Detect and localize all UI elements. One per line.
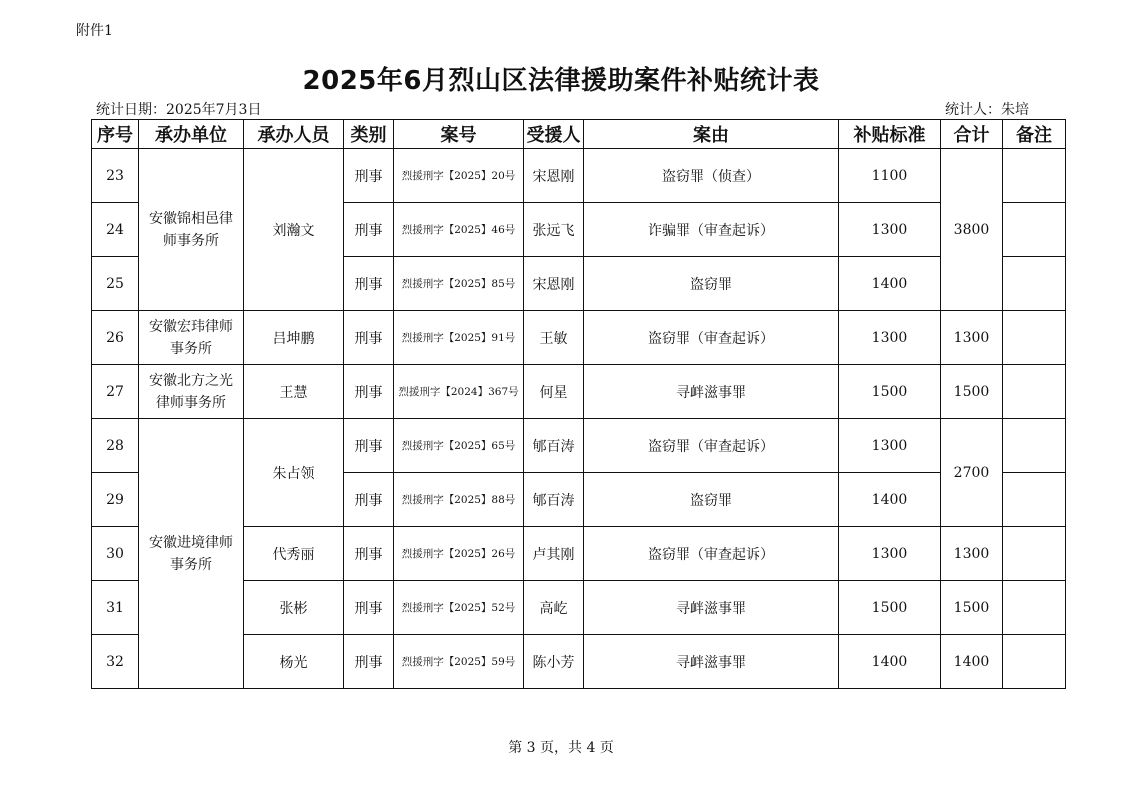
- cell-total: 2700: [941, 419, 1003, 527]
- cell-recipient: 陈小芳: [524, 635, 584, 689]
- cell-seq: 31: [92, 581, 139, 635]
- header-category: 类别: [344, 120, 394, 149]
- cell-seq: 32: [92, 635, 139, 689]
- cell-category: 刑事: [344, 527, 394, 581]
- cell-subsidy: 1300: [839, 527, 941, 581]
- cell-seq: 26: [92, 311, 139, 365]
- cell-subsidy: 1300: [839, 311, 941, 365]
- cell-person: 杨光: [244, 635, 344, 689]
- cell-recipient: 高屹: [524, 581, 584, 635]
- cell-remark: [1003, 311, 1066, 365]
- cell-seq: 28: [92, 419, 139, 473]
- cell-case-no: 烈援刑字【2025】85号: [394, 257, 524, 311]
- cell-case-no: 烈援刑字【2025】20号: [394, 149, 524, 203]
- cell-remark: [1003, 149, 1066, 203]
- subsidy-table: [91, 119, 1066, 689]
- cell-seq: 25: [92, 257, 139, 311]
- statistician: 统计人：朱培: [945, 102, 1029, 118]
- cell-remark: [1003, 257, 1066, 311]
- cell-subsidy: 1500: [839, 365, 941, 419]
- cell-seq: 29: [92, 473, 139, 527]
- cell-case-no: 烈援刑字【2025】52号: [394, 581, 524, 635]
- cell-unit: 安徽锦相邑律师事务所: [139, 149, 244, 311]
- cell-subsidy: 1300: [839, 419, 941, 473]
- cell-category: 刑事: [344, 635, 394, 689]
- cell-category: 刑事: [344, 419, 394, 473]
- header-subsidy: 补贴标准: [839, 120, 941, 149]
- cell-recipient: 王敏: [524, 311, 584, 365]
- cell-cause: 盗窃罪（侦查）: [584, 149, 839, 203]
- cell-person: 刘瀚文: [244, 149, 344, 311]
- cell-seq: 24: [92, 203, 139, 257]
- statistics-date: 统计日期：2025年7月3日: [96, 102, 262, 118]
- table-row: [92, 311, 1066, 365]
- cell-recipient: 张远飞: [524, 203, 584, 257]
- cell-recipient: 卢其刚: [524, 527, 584, 581]
- header-cause: 案由: [584, 120, 839, 149]
- cell-remark: [1003, 473, 1066, 527]
- cell-seq: 23: [92, 149, 139, 203]
- page-number: 第 3 页，共 4 页: [508, 740, 614, 756]
- cell-total: 1500: [941, 365, 1003, 419]
- cell-category: 刑事: [344, 581, 394, 635]
- table-row: [92, 365, 1066, 419]
- table-row: [92, 419, 1066, 473]
- cell-case-no: 烈援刑字【2025】59号: [394, 635, 524, 689]
- cell-remark: [1003, 527, 1066, 581]
- cell-category: 刑事: [344, 149, 394, 203]
- cell-person: 张彬: [244, 581, 344, 635]
- cell-subsidy: 1300: [839, 203, 941, 257]
- cell-cause: 诈骗罪（审查起诉）: [584, 203, 839, 257]
- cell-total: 1300: [941, 527, 1003, 581]
- cell-total: 1500: [941, 581, 1003, 635]
- cell-cause: 盗窃罪（审查起诉）: [584, 527, 839, 581]
- header-remark: 备注: [1003, 120, 1066, 149]
- cell-category: 刑事: [344, 365, 394, 419]
- header-person: 承办人员: [244, 120, 344, 149]
- cell-case-no: 烈援刑字【2025】26号: [394, 527, 524, 581]
- cell-unit: 安徽北方之光律师事务所: [139, 365, 244, 419]
- cell-recipient: 郇百涛: [524, 473, 584, 527]
- cell-remark: [1003, 635, 1066, 689]
- cell-case-no: 烈援刑字【2025】88号: [394, 473, 524, 527]
- cell-subsidy: 1500: [839, 581, 941, 635]
- header-unit: 承办单位: [139, 120, 244, 149]
- cell-category: 刑事: [344, 473, 394, 527]
- cell-subsidy: 1400: [839, 473, 941, 527]
- header-case-no: 案号: [394, 120, 524, 149]
- cell-recipient: 宋恩刚: [524, 149, 584, 203]
- table-row: [92, 149, 1066, 203]
- cell-subsidy: 1400: [839, 257, 941, 311]
- cell-remark: [1003, 365, 1066, 419]
- header-total: 合计: [941, 120, 1003, 149]
- cell-cause: 盗窃罪（审查起诉）: [584, 311, 839, 365]
- cell-remark: [1003, 419, 1066, 473]
- header-recipient: 受援人: [524, 120, 584, 149]
- cell-unit: 安徽进境律师事务所: [139, 419, 244, 689]
- cell-subsidy: 1100: [839, 149, 941, 203]
- cell-category: 刑事: [344, 203, 394, 257]
- cell-recipient: 宋恩刚: [524, 257, 584, 311]
- cell-person: 代秀丽: [244, 527, 344, 581]
- cell-unit: 安徽宏玮律师事务所: [139, 311, 244, 365]
- cell-case-no: 烈援刑字【2025】46号: [394, 203, 524, 257]
- attachment-label: 附件1: [76, 23, 113, 39]
- cell-total: 3800: [941, 149, 1003, 311]
- cell-recipient: 何星: [524, 365, 584, 419]
- cell-seq: 27: [92, 365, 139, 419]
- cell-subsidy: 1400: [839, 635, 941, 689]
- cell-remark: [1003, 203, 1066, 257]
- cell-seq: 30: [92, 527, 139, 581]
- cell-category: 刑事: [344, 311, 394, 365]
- cell-cause: 寻衅滋事罪: [584, 635, 839, 689]
- cell-case-no: 烈援刑字【2025】91号: [394, 311, 524, 365]
- cell-category: 刑事: [344, 257, 394, 311]
- cell-cause: 盗窃罪（审查起诉）: [584, 419, 839, 473]
- table-header-row: [92, 120, 1066, 149]
- cell-cause: 盗窃罪: [584, 473, 839, 527]
- cell-person: 王慧: [244, 365, 344, 419]
- cell-case-no: 烈援刑字【2024】367号: [394, 365, 524, 419]
- cell-cause: 寻衅滋事罪: [584, 581, 839, 635]
- cell-recipient: 郇百涛: [524, 419, 584, 473]
- page-title: 2025年6月烈山区法律援助案件补贴统计表: [302, 66, 820, 96]
- header-seq: 序号: [92, 120, 139, 149]
- cell-case-no: 烈援刑字【2025】65号: [394, 419, 524, 473]
- cell-total: 1300: [941, 311, 1003, 365]
- cell-cause: 盗窃罪: [584, 257, 839, 311]
- cell-total: 1400: [941, 635, 1003, 689]
- cell-person: 朱占领: [244, 419, 344, 527]
- cell-remark: [1003, 581, 1066, 635]
- cell-person: 吕坤鹏: [244, 311, 344, 365]
- cell-cause: 寻衅滋事罪: [584, 365, 839, 419]
